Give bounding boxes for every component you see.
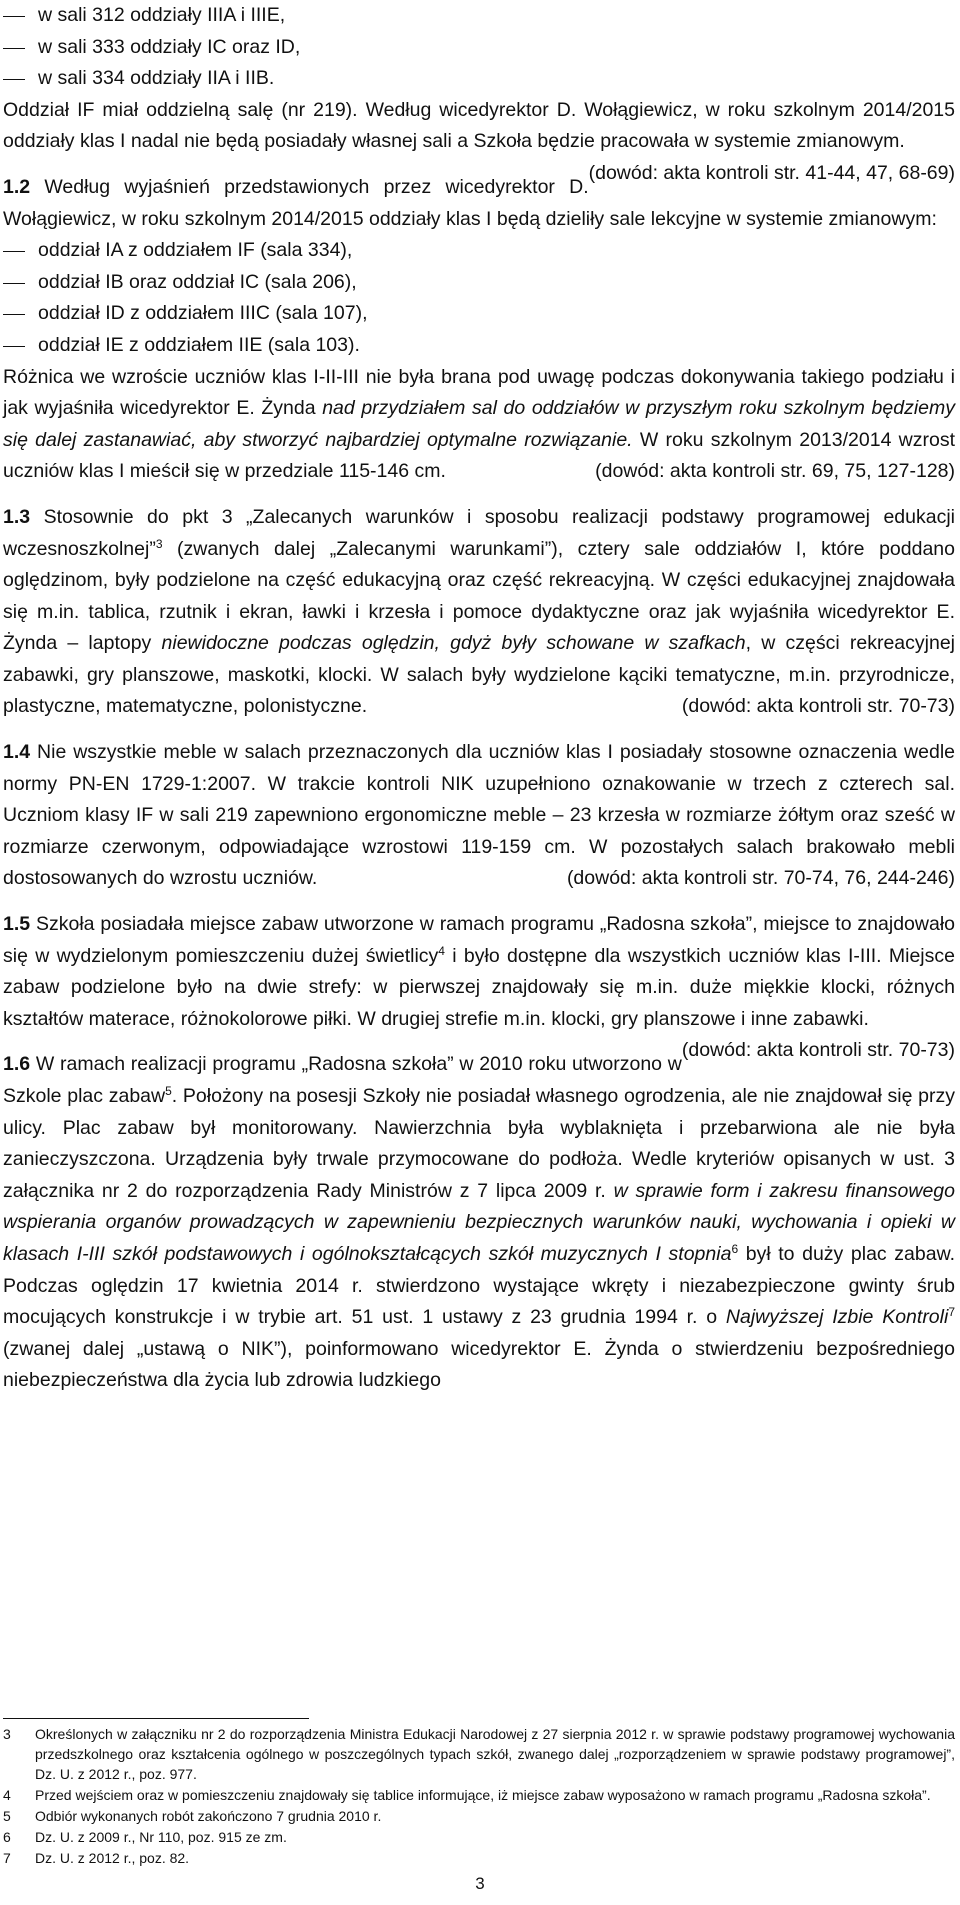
footnote-marker: 5	[165, 1084, 172, 1098]
list-item: oddział IE z oddziałem IIE (sala 103).	[3, 330, 955, 362]
evidence-reference: (dowód: akta kontroli str. 70-74, 76, 244-246)	[566, 867, 955, 890]
list-item: oddział ID z oddziałem IIIC (sala 107),	[3, 298, 955, 330]
paragraph-text: Różnica we wzroście uczniów klas I-II-III nie była brana pod uwagę podczas dokonywania takiego podziału i jak wyjaśniła wicedyrektor E. Żynda	[3, 365, 955, 420]
main-text	[3, 0, 955, 1397]
evidence-reference: (dowód: akta kontroli str. 69, 75, 127-128)	[595, 460, 955, 483]
section-number: 1.3	[3, 505, 31, 528]
footnote-number: 7	[3, 1850, 11, 1866]
evidence-reference: (dowód: akta kontroli str. 41-44, 47, 68-69)	[588, 161, 955, 184]
section-1-5	[3, 909, 956, 1062]
page-number: 3	[475, 1874, 485, 1893]
evidence-reference: (dowód: akta kontroli str. 70-73)	[681, 695, 955, 718]
evidence-reference: (dowód: akta kontroli str. 70-73)	[681, 1039, 955, 1062]
footnote	[3, 1724, 955, 1784]
footnote	[3, 1848, 955, 1868]
paragraph-text: i było dostępne dla wszystkich uczniów klas I-III. Miejsce zabaw podzielone było na dwie strefy: w pierwszej znajdowały się m.in. duże miękkie klocki, różnych kształtów materace, różnokolorowe piłki. W drugiej strefie m.in. klocki, gry planszowe i inne zabawki.	[3, 944, 955, 1030]
paragraph-text: był to duży plac zabaw. Podczas oględzin 17 kwietnia 2014 r. stwierdzono wystające wkręty i niezabezpieczone gwinty śrub mocujących konstrukcje i w trybie art. 51 ust. 1 ustawy z 23 grudnia 1994 r. o	[3, 1242, 955, 1329]
section-number: 1.4	[3, 741, 31, 764]
paragraph-text: Oddział IF miał oddzielną salę (nr 219). Według wicedyrektor D. Wołągiewicz, w roku szkolnym 2014/2015 oddziały klas I nadal nie będą posiadały własnej sali a Szkoła będzie pracowała w systemie zmianowym.	[3, 98, 955, 153]
paragraph	[3, 95, 955, 184]
footnote-marker: 6	[731, 1241, 739, 1256]
room-list	[3, 0, 955, 95]
footnote-number: 4	[3, 1787, 11, 1803]
section-1-4	[3, 737, 955, 895]
section-number: 1.6	[3, 1053, 31, 1076]
list-item: oddział IA z oddziałem IF (sala 334),	[3, 235, 955, 267]
list-item: w sali 312 oddziały IIIA i IIIE,	[3, 0, 955, 32]
footnote-text: Określonych w załączniku nr 2 do rozporządzenia Ministra Edukacji Narodowej z 27 sierpnia 2012 r. w sprawie podstawy programowej wychowania przedszkolnego oraz kształcenia ogólnego w poszczególnych typach szkół, zwanego dalej „rozporządzeniem w sprawie podstawy programowej”, Dz. U. z 2012 r., poz. 977.	[35, 1726, 955, 1782]
class-pairing-list	[3, 235, 955, 361]
footnote	[3, 1806, 955, 1826]
footnote-marker: 3	[155, 536, 163, 551]
section-lead: Według wyjaśnień przedstawionych przez wicedyrektor D.	[44, 175, 589, 198]
footnote	[3, 1785, 955, 1805]
paragraph-text: Wołągiewicz, w roku szkolnym 2014/2015 oddziały klas I będą dzieliły sale lekcyjne w systemie zmianowym:	[3, 207, 937, 230]
paragraph	[3, 362, 955, 488]
footnote-text: Odbiór wykonanych robót zakończono 7 grudnia 2010 r.	[35, 1808, 382, 1824]
list-item: oddział IB oraz oddział IC (sala 206),	[3, 267, 955, 299]
section-1-3	[3, 502, 955, 723]
footnote-separator	[3, 1718, 309, 1719]
list-item: w sali 333 oddziały IC oraz ID,	[3, 32, 955, 64]
regulation-title: w sprawie form i zakresu finansowego wspierania organów prowadzących w zapewnieniu bezpiecznych warunków nauki, wychowania i opieki w klasach I-III szkół podstawowych i ogólnokształcących szkół muzycznych I stopnia	[3, 1179, 955, 1265]
footnote	[3, 1827, 955, 1847]
paragraph-text: (zwanej dalej „ustawą o NIK”), poinformowano wicedyrektor E. Żynda o stwierdzeniu bezpośredniego niebezpieczeństwa dla życia lub zdrowia ludzkiego	[3, 1337, 955, 1392]
paragraph-text: Szkoła posiadała miejsce zabaw utworzone w ramach programu „Radosna szkoła”, miejsce to znajdowało się w wydzielonym pomieszczeniu dużej świetlicy	[3, 913, 956, 967]
paragraph-text: (zwanych dalej „Zalecanymi warunkami”), cztery sale oddziałów I, które poddano oględzinom, były podzielone na część edukacyjną oraz część rekreacyjną. W części edukacyjnej znajdowała się m.in. tablica, rzutnik i ekran, ławki i krzesła i pomoce dydaktyczne oraz jak wyjaśniła wicedyrektor E. Żynda – laptopy	[3, 537, 955, 655]
footnote-marker: 4	[438, 943, 445, 958]
paragraph-text: W roku szkolnym 2013/2014 wzrost uczniów klas I mieścił się w przedziale 115-146 cm.	[3, 428, 956, 483]
law-title: Najwyższej Izbie Kontroli	[725, 1306, 949, 1329]
paragraph-text: Nie wszystkie meble w salach przeznaczonych dla uczniów klas I posiadały stosowne oznaczenia wedle normy PN-EN 1729-1:2007. W trakcie kontroli NIK uzupełniono oznakowanie w trzech z czterech sal. Uczniom klasy IF w sali 219 zapewniono ergonomiczne meble – 23 krzesła w rozmiarze żółtym oraz sześć w rozmiarze czerwonym, odpowiadające wzrostowi 119-159 cm. W pozostałych salach brakowało mebli dostosowanych do wzrostu uczniów.	[3, 741, 955, 890]
footnote-number: 6	[3, 1829, 11, 1845]
footnote-text: Dz. U. z 2009 r., Nr 110, poz. 915 ze zm.	[35, 1829, 287, 1845]
footnotes	[3, 1724, 955, 1869]
footnote-marker: 7	[948, 1305, 956, 1320]
footnote-number: 3	[3, 1726, 11, 1742]
section-1-6	[3, 1049, 955, 1397]
paragraph-text: Stosownie do pkt 3 „Zalecanych warunków i sposobu realizacji podstawy programowej edukacji wczesnoszkolnej”	[3, 505, 955, 560]
paragraph-text: W ramach realizacji programu „Radosna szkoła” w 2010 roku utworzono w Szkole plac zabaw	[3, 1053, 682, 1107]
quoted-explanation: niewidoczne podczas oględzin, gdyż były schowane w szafkach	[161, 632, 746, 655]
footnote-text: Przed wejściem oraz w pomieszczeniu znajdowały się tablice informujące, iż miejsce zabaw wyposażono w ramach programu „Radosna szkoła”.	[35, 1787, 931, 1803]
paragraph-text: , w części rekreacyjnej zabawki, gry planszowe, maskotki, klocki. W salach były wydzielone kąciki tematyczne, m.in. przyrodnicze, plastyczne, matematyczne, polonistyczne.	[3, 632, 955, 718]
section-number: 1.2	[3, 175, 31, 198]
list-item: w sali 334 oddziały IIA i IIB.	[3, 63, 955, 95]
footnote-number: 5	[3, 1808, 11, 1824]
footnote-text: Dz. U. z 2012 r., poz. 82.	[35, 1850, 190, 1866]
section-number: 1.5	[3, 913, 31, 936]
quoted-explanation: nad przydziałem sal do oddziałów w przyszłym roku szkolnym będziemy się dalej zastanawiać, aby stworzyć najbardziej optymalne rozwiązanie.	[3, 397, 955, 451]
paragraph-text: . Położony na posesji Szkoły nie posiadał własnego ogrodzenia, ale nie znajdował się przy ulicy. Plac zabaw był monitorowany. Nawierzchnia była wyblaknięta i przebarwiona ale nie była zanieczyszczona. Urządzenia były trwale przymocowane do podłoża. Wedle kryteriów opisanych w ust. 3 załącznika nr 2 do rozporządzenia Rady Ministrów z 7 lipca 2009 r.	[3, 1085, 955, 1202]
